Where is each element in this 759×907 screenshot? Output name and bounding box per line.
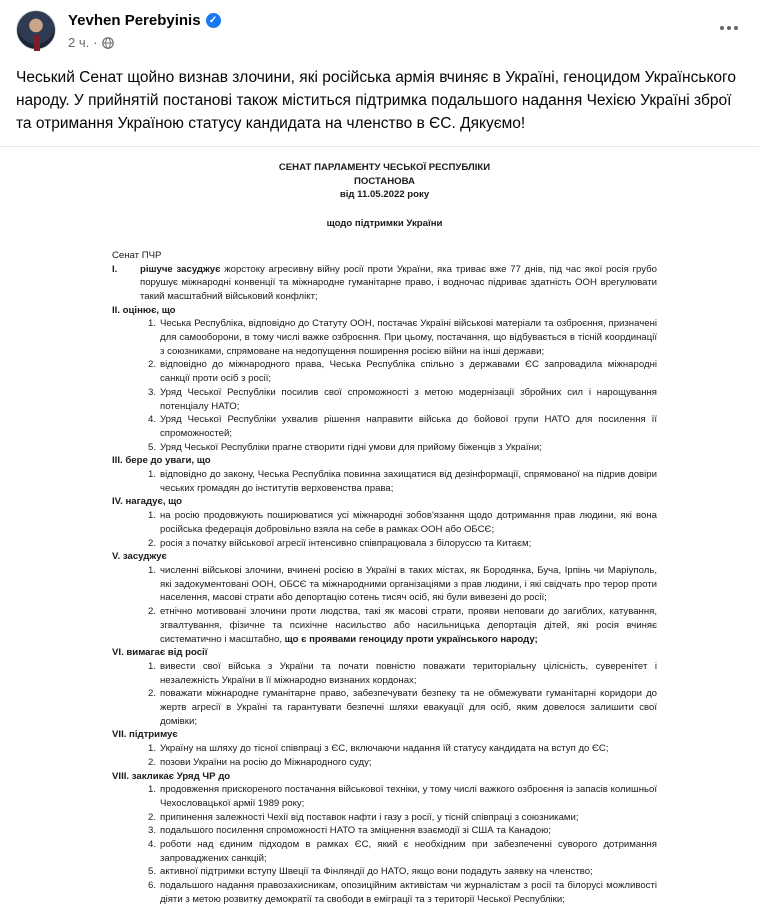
- section-7-list: [112, 742, 657, 769]
- section-1-lead: рішуче засуджує: [140, 263, 221, 275]
- list-item: [148, 358, 657, 385]
- section-5-item-2: етнічно мотивовані злочини проти людства, такі як масові страти, прояви неповаги до загиблих, катування, згвалтування, фізичне та психічне насильство або насильницька депортація дітей, які росія вчиняє систематично і масштабно,: [160, 606, 657, 645]
- list-item: [148, 386, 657, 413]
- list-item-number: 1.: [148, 469, 157, 481]
- list-item: [148, 660, 657, 687]
- list-item-number: 6.: [148, 880, 157, 892]
- avatar-tie: [34, 35, 40, 51]
- list-item: 2. етнічно мотивовані злочини проти людства, такі як масові страти, прояви неповаги до загиблих, катування, згвалтування, фізичне та психічне насильство або насильницька депортація дітей, які росія вчиняє систематично і масштабно, що є проявами геноциду проти українського народу;: [148, 606, 657, 645]
- author-name[interactable]: Yevhen Perebyinis: [68, 12, 201, 29]
- list-item-number: 5.: [148, 866, 157, 878]
- list-item-number: 2.: [148, 359, 157, 371]
- list-item: [148, 413, 657, 440]
- list-item-number: 5.: [148, 441, 157, 453]
- list-item: [148, 756, 657, 770]
- document-header: [112, 161, 657, 202]
- list-item: [148, 509, 657, 536]
- list-item: [148, 838, 657, 865]
- document-senate: Сенат ПЧР: [112, 249, 162, 261]
- post-timestamp[interactable]: 2 ч.: [68, 35, 90, 50]
- resolution-document: [112, 161, 657, 907]
- list-item: 1. численні військові злочини, вчинені росією в Україні в таких містах, як Бородянка, Буча, Ірпінь чи Маріуполь, які задокументовані ООН, ОБСЄ та міжнародними організаціями з прав людини, і які свідчать про терор проти населення, масові страти або депортацію сотень тисяч осіб, які були вивезені до росії;: [148, 564, 657, 604]
- list-item-number: 1.: [148, 660, 157, 672]
- list-item-text: Уряд Чеської Республіки посилив свої спроможності з метою модернізації збройних сил і нарощування потенціалу НАТО;: [160, 386, 657, 412]
- meta-separator: ·: [93, 35, 98, 50]
- section-3-list: [112, 468, 657, 495]
- list-item-number: 1.: [148, 318, 157, 330]
- list-item-number: 3.: [148, 386, 157, 398]
- globe-icon[interactable]: [102, 37, 114, 49]
- section-8-list: [112, 783, 657, 906]
- list-item-text: позови України на росію до Міжнародного суду;: [160, 756, 372, 768]
- document-header-line2: ПОСТАНОВА: [353, 175, 415, 187]
- list-item-text: подальшого надання правозахисникам, опозиційним активістам чи журналістам з росії та білорусі можливості діяти з метою розвитку демократії та свободи в еміграції та з території Чеської Республіки;: [160, 880, 657, 905]
- list-item-text: Чеська Республіка, відповідно до Статуту ООН, постачає Україні військові матеріали та озброєння, призначені для самооборони, в тому числі важке озброєння. При цьому, постачання, що відбувається в тісній координації з союзниками, спрямоване на недопущення поширення росією війни на інші держави;: [160, 318, 657, 357]
- list-item-text: Уряд Чеської Республіки прагне створити гідні умови для прийому біженців з України;: [160, 441, 542, 453]
- section-1-number: I.: [112, 263, 118, 275]
- section-5-title: V. засуджує: [112, 551, 167, 563]
- section-8-title: VIII. закликає Уряд ЧР до: [112, 770, 231, 782]
- list-item: [148, 537, 657, 551]
- list-item-text: Уряд Чеської Республіки ухвалив рішення направити війська до бойової групи НАТО для посилення її спроможностей;: [160, 414, 657, 439]
- section-7-title: VII. підтримує: [112, 729, 178, 741]
- list-item-text: відповідно до закону, Чеська Республіка повинна захищатися від дезінформації, спрямованої на підрив довіри чеських громадян до інститутів верховенства права;: [160, 469, 657, 494]
- section-4-list: [112, 509, 657, 550]
- list-item: [148, 811, 657, 825]
- section-5-item-2-bold: що є проявами геноциду проти українського народу;: [284, 633, 538, 645]
- list-item-number: 3.: [148, 825, 157, 837]
- more-options-icon[interactable]: [715, 18, 743, 38]
- list-item-number: 1.: [148, 510, 157, 522]
- list-item-number: 2.: [148, 537, 157, 549]
- list-item: [148, 879, 657, 906]
- section-2-title: II. оцінює, що: [112, 304, 176, 316]
- list-item-number: 1.: [148, 743, 157, 755]
- list-item-text: активної підтримки вступу Швеції та Фінляндії до НАТО, якщо вони подадуть заявку на членство;: [160, 866, 593, 878]
- post-header: [16, 10, 743, 58]
- document-image[interactable]: [0, 146, 759, 905]
- list-item-number: 2.: [148, 688, 157, 700]
- list-item: [148, 441, 657, 455]
- author-row: [68, 12, 221, 29]
- section-3-title: III. бере до уваги, що: [112, 455, 211, 467]
- list-item-text: вивести свої війська з України та почати повністю поважати територіальну цілісність, суверенітет і незалежність України в її міжнародно визнаних кордонах;: [160, 660, 657, 686]
- list-item: [148, 317, 657, 358]
- list-item: [148, 687, 657, 728]
- list-item-number: 4.: [148, 414, 157, 426]
- section-6-list: [112, 660, 657, 729]
- document-header-line1: СЕНАТ ПАРЛАМЕНТУ ЧЕСЬКОЇ РЕСПУБЛІКИ: [278, 162, 491, 173]
- section-1-text: жорстоку агресивну війну росії проти України, яка триває вже 77 днів, під час якої росія грубо порушує міжнародні конвенції та міжнародне гуманітарне право, і водночас підриває здатність ООН врегулювати такий масштабний військовий конфлікт;: [140, 263, 657, 302]
- section-5-list: [112, 564, 657, 646]
- list-item-text: подальшого посилення спроможності НАТО та зміцнення взаємодії зі США та Канадою;: [160, 825, 551, 837]
- section-4-title: IV. нагадує, що: [112, 496, 182, 508]
- post-meta: [68, 35, 114, 50]
- list-item: [148, 865, 657, 879]
- list-item-text: росія з початку військової агресії інтенсивно співпрацювала з білоруссю та Китаєм;: [160, 537, 532, 549]
- list-item-number: 2.: [148, 811, 157, 823]
- list-item-number: 2.: [148, 756, 157, 768]
- post-text: Чеський Сенат щойно визнав злочини, які російська армія вчиняє в Україні, геноцидом Українського народу. У прийнятій постанові також міститься підтримка подальшого надання Чехією Україні зброї та отримання Україною статусу кандидата на членство в ЄС. Дякуємо!: [16, 69, 736, 132]
- list-item-text: Україну на шляху до тісної співпраці з ЄС, включаючи надання їй статусу кандидата на вступ до ЄС;: [160, 743, 609, 755]
- section-1: [112, 263, 657, 304]
- list-item-number: 1.: [148, 784, 157, 796]
- list-item: [148, 783, 657, 810]
- list-item-text: поважати міжнародне гуманітарне право, забезпечувати безпеку та не обмежувати гуманітарні коридори до жертв агресії в Україні та гарантувати безпечні шляхи евакуації для осіб, яким довелося залишити свої домівки;: [160, 688, 657, 727]
- verified-badge-icon: ✓: [206, 13, 221, 28]
- list-item: [148, 742, 657, 756]
- avatar[interactable]: [16, 10, 56, 50]
- section-5-item-1: численні військові злочини, вчинені росією в Україні в таких містах, як Бородянка, Буча, Ірпінь чи Маріуполь, які задокументовані ООН, ОБСЄ та міжнародними організаціями з прав людини, і які свідчать про терор проти населення, масові страти або депортацію сотень тисяч осіб, які були вивезені до росії;: [160, 564, 657, 604]
- document-header-line3: від 11.05.2022 року: [339, 189, 430, 201]
- list-item-text: роботи над єдиним підходом в рамках ЄС, який є необхідним при забезпеченні суворого дотримання запроваджених санкцій;: [160, 839, 657, 864]
- list-item: [148, 468, 657, 495]
- list-item-text: на росію продовжують поширюватися усі міжнародні зобов'язання щодо дотримання прав людини, які вона російська федерація добровільно взяла на себе в рамках ООН або ОБСЄ;: [160, 510, 657, 535]
- list-item-number: 4.: [148, 839, 157, 851]
- section-6-title: VI. вимагає від росії: [112, 647, 208, 659]
- list-item-text: припинення залежності Чехії від поставок нафти і газу з росії, у тісній співпраці з союзниками;: [160, 811, 579, 823]
- section-2-list: [112, 317, 657, 454]
- list-item: [148, 824, 657, 838]
- document-subject: щодо підтримки України: [326, 218, 443, 230]
- list-item-text: продовження прискореного постачання військової техніки, у тому числі важкого озброєння із запасів колишньої Чехословацької армії 1989 року;: [160, 784, 657, 809]
- list-item-text: відповідно до міжнародного права, Чеська Республіка спільно з державами ЄС запровадила міжнародні санкції проти осіб з росії;: [160, 359, 657, 385]
